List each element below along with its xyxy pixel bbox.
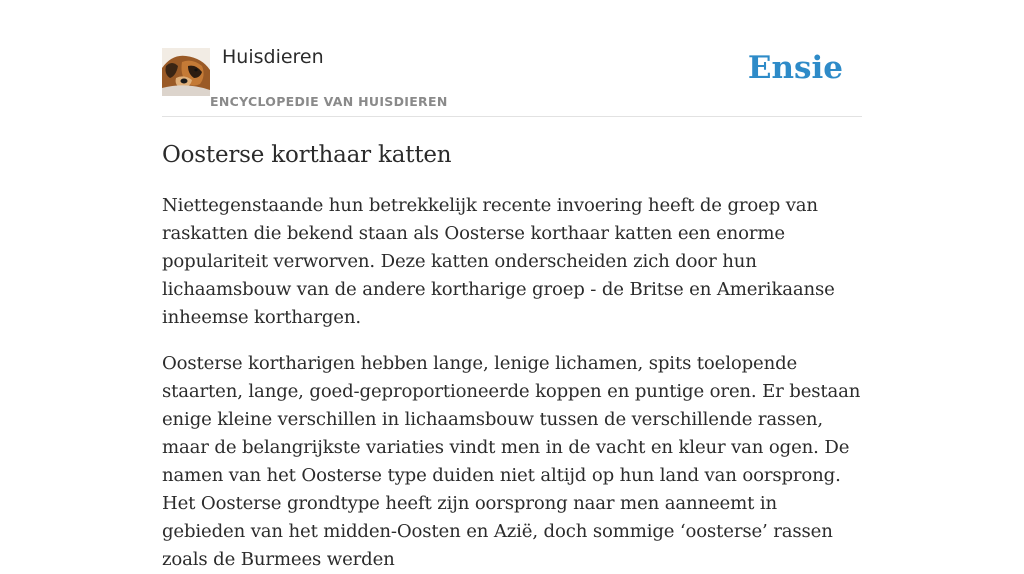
article xyxy=(162,140,862,574)
dog-avatar[interactable] xyxy=(162,48,210,96)
dog-avatar-image xyxy=(162,48,210,96)
article-paragraph: Oosterse kortharigen hebben lange, lenige lichamen, spits toelopende staarten, lange, goed-geproportioneerde koppen en puntige oren. Er bestaan enige kleine verschillen in lichaamsbouw tussen de verschillende rassen, maar de belangrijkste variaties vindt men in de vacht en kleur van ogen. De namen van het Oosterse type duiden niet altijd op hun land van oorsprong. Het Oosterse grondtype heeft zijn oorsprong naar men aanneemt in gebieden van het midden-Oosten en Azië, doch sommige ‘oosterse’ rassen zoals de Burmees werden xyxy=(162,353,861,570)
article-title: Oosterse korthaar katten xyxy=(162,142,452,168)
site-name-link[interactable]: Huisdieren xyxy=(222,46,324,68)
site-tagline: ENCYCLOPEDIE VAN HUISDIEREN xyxy=(210,94,448,109)
article-paragraph: Niettegenstaande hun betrekkelijk recente invoering heeft de groep van raskatten die bekend staan als Oosterse korthaar katten een enorme populariteit verworven. Deze katten onderscheiden zich door hun lichaamsbouw van de andere kortharige groep - de Britse en Amerikaanse inheemse korthargen. xyxy=(162,195,835,328)
site-header xyxy=(162,44,862,117)
ensie-logo-link[interactable]: Ensie xyxy=(747,50,843,86)
